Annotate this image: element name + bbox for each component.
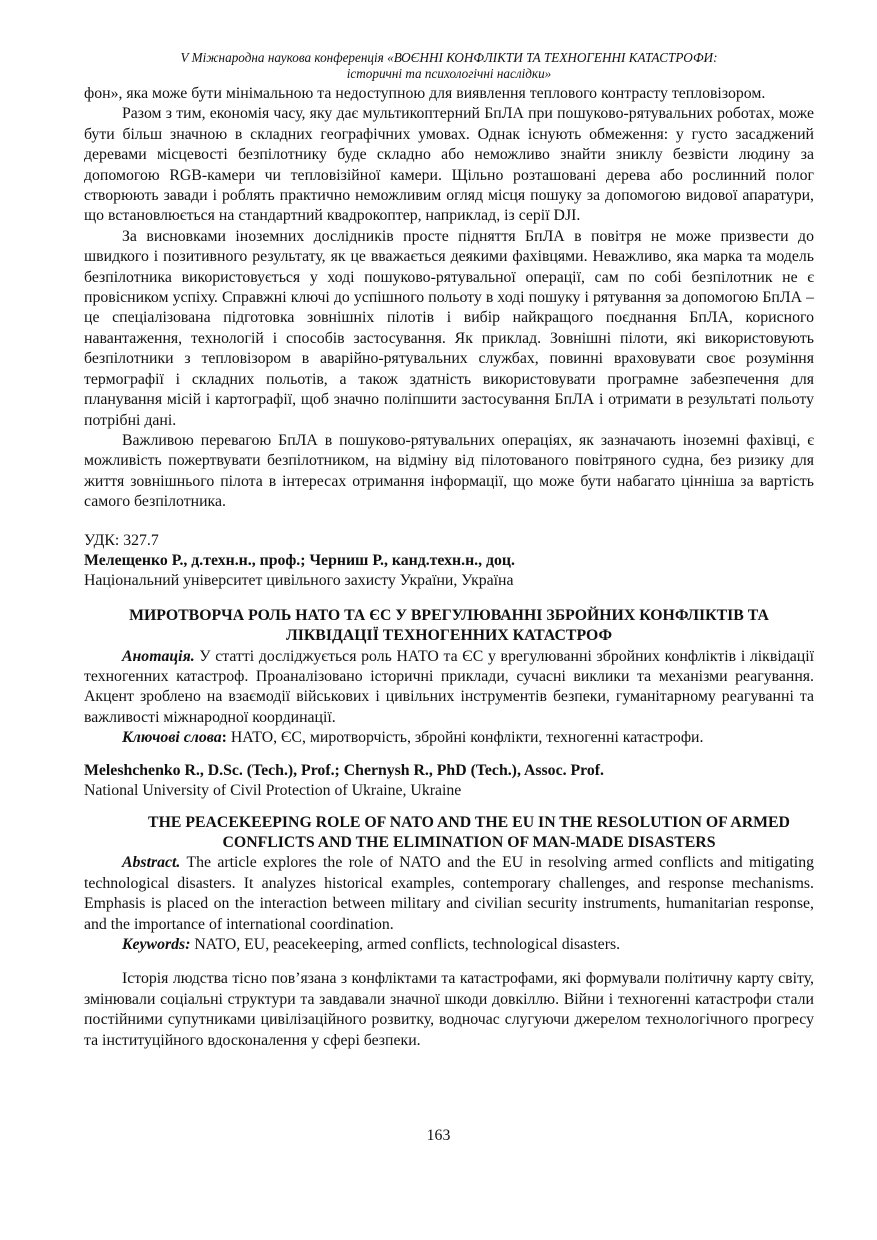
- spacer: [84, 513, 814, 531]
- article-title-en: THE PEACEKEEPING ROLE OF NATO AND THE EU IN THE RESOLUTION OF ARMED CONFLICTS AND THE ELIMINATION OF MAN-MADE DISASTERS: [148, 814, 790, 852]
- annotation-ua-text: У статті досліджується роль НАТО та ЄС у врегулюванні збройних конфліктів і ліквідації техногенних катастроф. Проаналізовано історичні приклади, сучасні виклики та механізми реагування. Акцент зроблено на взаємодії військових і цивільних інструментів безпеки, гуманітарному реагуванні та важливості міжнародної координації.: [84, 647, 814, 726]
- udk-code: УДК: 327.7: [84, 531, 159, 549]
- keywords-ua: [84, 728, 814, 748]
- running-header: [84, 50, 814, 82]
- running-header-line-2: історичні та психологічні наслідки»: [346, 66, 552, 81]
- keywords-ua-text: НАТО, ЄС, миротворчість, збройні конфлікти, техногенні катастрофи.: [226, 729, 704, 747]
- annotation-ua-label: Анотація.: [122, 647, 195, 665]
- spacer: [84, 801, 814, 813]
- paper-page: [84, 50, 814, 1051]
- spacer: [84, 955, 814, 969]
- paragraph-continuation: фон», яка може бути мінімальною та недоступною для виявлення теплового контрасту тепловізором.: [84, 85, 766, 102]
- authors-en: Meleshchenko R., D.Sc. (Tech.), Prof.; Chernysh R., PhD (Tech.), Assoc. Prof.: [84, 761, 604, 779]
- paragraph-foreign-research: За висновками іноземних дослідників просте підняття БпЛА в повітря не може призвести до швидкого і позитивного результату, як це вважається деякими фахівцями. Неважливо, яка марка та модель безпілотника використовується у ході пошуково-рятувальної операції, сам по собі безпілотник не є провісником успіху. Справжні ключі до успішного польоту в ході пошуку і рятування за допомогою БпЛА – це спеціалізована підготовка зовнішніх пілотів і вибір найкращого поєднання БпЛА, корисного навантаження, технологій і способів застосування. Як приклад. Зовнішні пілоти, які використовують безпілотники з тепловізором в аварійно-рятувальних службах, повинні враховувати своє розуміння термографії і складних польотів, а також здатність використовувати програмне забезпечення для планування місій і картографії, щоб значно поліпшити застосування БпЛА і отримати в результаті польоту потрібні дані.: [84, 227, 814, 429]
- abstract-en: [84, 853, 814, 935]
- spacer: [84, 749, 814, 761]
- authors-ua: Мелещенко Р., д.техн.н., проф.; Черниш Р., канд.техн.н., доц.: [84, 551, 515, 569]
- annotation-ua: [84, 647, 814, 729]
- paragraph-advantage: Важливою перевагою БпЛА в пошуково-рятувальних операціях, як зазначають іноземні фахівці, є можливість пожертвувати безпілотником, на відміну від пілотованого повітряного судна, без ризику для життя зовнішнього пілота в інтересах отримання інформації, що може бути набагато цінніша за вартість самого безпілотника.: [84, 431, 814, 511]
- article-title-ua: МИРОТВОРЧА РОЛЬ НАТО ТА ЄС У ВРЕГУЛЮВАННІ ЗБРОЙНИХ КОНФЛІКТІВ ТА ЛІКВІДАЦІЇ ТЕХНОГЕННИХ КАТАСТРОФ: [129, 606, 769, 645]
- abstract-en-text: The article explores the role of NATO and the EU in resolving armed conflicts and mitigating technological disasters. It analyzes historical examples, contemporary challenges, and response mechanisms. Emphasis is placed on the interaction between military and civilian security instruments, humanitarian response, and the importance of international coordination.: [84, 854, 814, 933]
- keywords-ua-label: Ключові слова: [122, 729, 222, 747]
- keywords-ua-colon: :: [221, 729, 227, 747]
- spacer: [84, 592, 814, 606]
- paragraph-limitations: Разом з тим, економія часу, яку дає мультикоптерний БпЛА при пошуково-рятувальних роботах, може бути більш значною в складних географічних умовах. Однак існують обмеження: у густо засаджений деревами місцевості безпілотнику буде складно або неможливо знайти зниклу безвісти людину за допомогою RGB-камери чи тепловізійної камери. Щільно розташовані дерева або рослинний полог створюють завади і роблять практично неможливим огляд місця пошуку за допомогою видової апаратури, що встановлюється на стандартний квадрокоптер, наприклад, із серії DJI.: [84, 105, 814, 225]
- affiliation-en: National University of Civil Protection of Ukraine, Ukraine: [84, 782, 462, 799]
- affiliation-ua: Національний університет цивільного захисту України, Україна: [84, 572, 514, 590]
- running-header-line-1: V Міжнародна наукова конференція «ВОЄННІ КОНФЛІКТИ ТА ТЕХНОГЕННІ КАТАСТРОФИ:: [180, 50, 718, 65]
- keywords-en-label: Keywords:: [122, 936, 191, 954]
- keywords-en-text: NATO, EU, peacekeeping, armed conflicts, technological disasters.: [190, 936, 621, 954]
- page-number: 163: [426, 1127, 451, 1144]
- abstract-en-label: Abstract.: [122, 854, 181, 872]
- paragraph-intro: Історія людства тісно пов’язана з конфліктами та катастрофами, які формували політичну карту світу, змінювали соціальні структури та завдавали значної шкоди довкіллю. Війни і техногенні катастрофи стали постійними супутниками цивілізаційного розвитку, водночас слугуючи джерелом технологічного прогресу та інституційного вдосконалення у сфері безпеки.: [84, 970, 814, 1049]
- keywords-en: [84, 935, 814, 955]
